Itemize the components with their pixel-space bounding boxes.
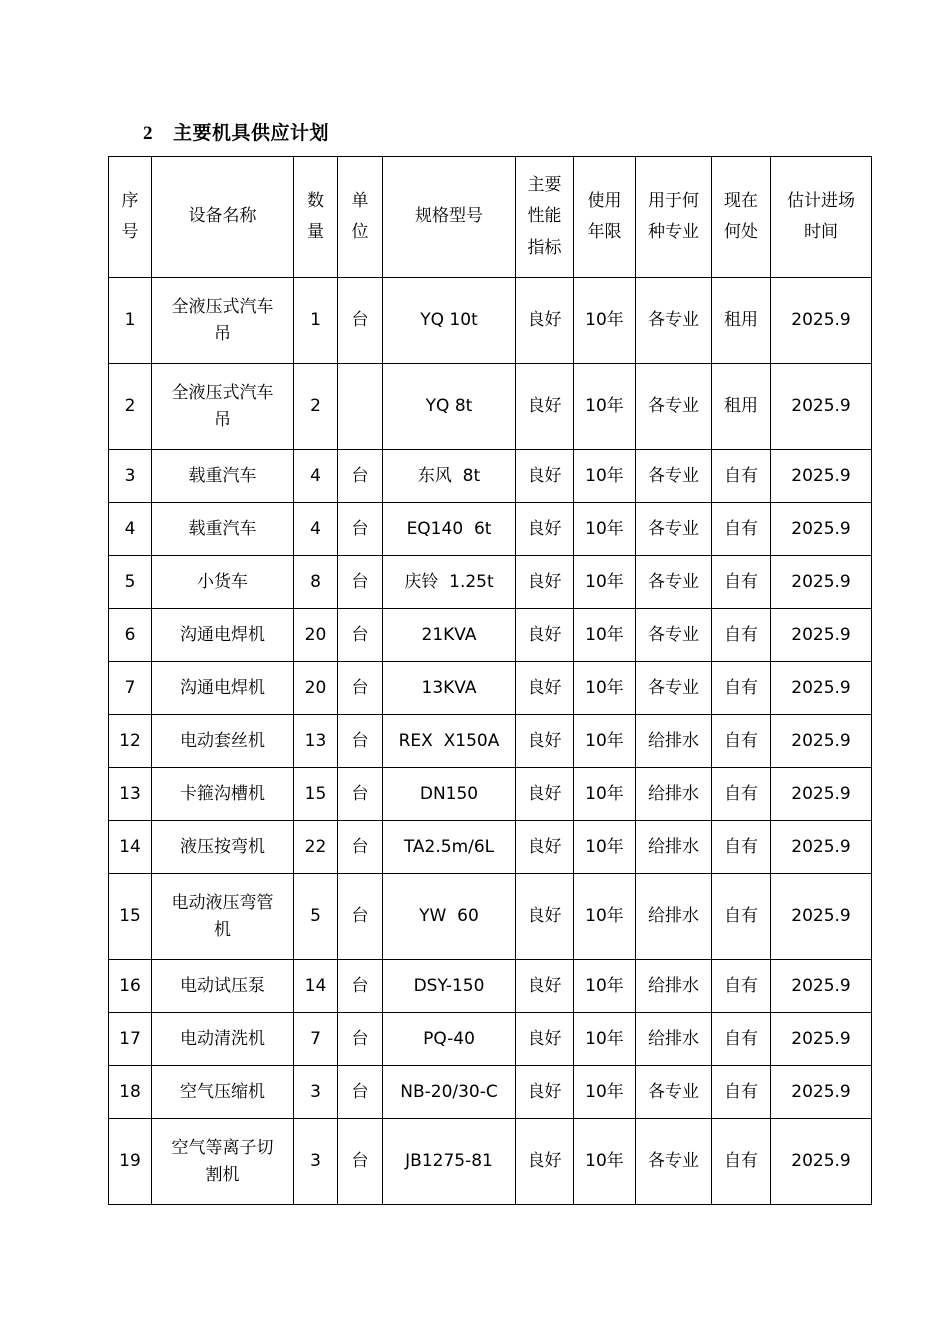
col-header-no <box>109 157 152 278</box>
cell-location: 自有 <box>712 1119 771 1205</box>
cell-qty: 3 <box>294 1119 338 1205</box>
cell-performance: 良好 <box>516 556 574 609</box>
name-line: 空气等离子切 <box>171 1138 274 1159</box>
cell-location: 租用 <box>712 278 771 364</box>
cell-unit: 台 <box>338 278 383 364</box>
cell-name <box>152 556 294 609</box>
cell-qty: 14 <box>294 960 338 1013</box>
name-line: 液压按弯机 <box>180 836 265 857</box>
cell-name <box>152 662 294 715</box>
cell-life: 10年 <box>574 768 636 821</box>
header-line: 种专业 <box>648 222 699 242</box>
cell-no: 3 <box>109 450 152 503</box>
cell-location: 自有 <box>712 662 771 715</box>
cell-date: 2025.9 <box>771 503 872 556</box>
cell-spec: 21KVA <box>383 609 516 662</box>
cell-location: 自有 <box>712 960 771 1013</box>
section-number: 2 <box>143 123 153 144</box>
cell-unit: 台 <box>338 874 383 960</box>
cell-location: 自有 <box>712 450 771 503</box>
cell-usage: 给排水 <box>636 768 712 821</box>
cell-location: 自有 <box>712 1066 771 1119</box>
header-line: 估计进场 <box>787 190 855 211</box>
cell-unit: 台 <box>338 556 383 609</box>
cell-no: 2 <box>109 364 152 450</box>
name-line: 电动试压泵 <box>180 975 265 996</box>
cell-spec: DSY-150 <box>383 960 516 1013</box>
section-title: 主要机具供应计划 <box>173 122 330 144</box>
name-line: 割机 <box>205 1164 240 1185</box>
cell-no: 18 <box>109 1066 152 1119</box>
cell-life: 10年 <box>574 609 636 662</box>
cell-date: 2025.9 <box>771 278 872 364</box>
cell-location: 租用 <box>712 364 771 450</box>
col-header-performance <box>516 157 574 278</box>
cell-date: 2025.9 <box>771 874 872 960</box>
header-line: 设备名称 <box>188 206 257 227</box>
cell-no: 6 <box>109 609 152 662</box>
cell-no: 14 <box>109 821 152 874</box>
cell-unit: 台 <box>338 1066 383 1119</box>
cell-no: 5 <box>109 556 152 609</box>
cell-name <box>152 503 294 556</box>
table-row <box>109 960 872 1013</box>
cell-performance: 良好 <box>516 1119 574 1205</box>
cell-unit: 台 <box>338 715 383 768</box>
table-row <box>109 821 872 874</box>
cell-qty: 2 <box>294 364 338 450</box>
cell-no: 17 <box>109 1013 152 1066</box>
cell-performance: 良好 <box>516 609 574 662</box>
cell-no: 13 <box>109 768 152 821</box>
cell-name <box>152 768 294 821</box>
name-line: 载重汽车 <box>188 518 257 539</box>
cell-life: 10年 <box>574 503 636 556</box>
name-line: 卡箍沟槽机 <box>180 783 265 804</box>
cell-date: 2025.9 <box>771 364 872 450</box>
cell-qty: 4 <box>294 503 338 556</box>
cell-usage: 给排水 <box>636 821 712 874</box>
equipment-supply-table <box>108 156 872 1205</box>
cell-date: 2025.9 <box>771 662 872 715</box>
table-row <box>109 278 872 364</box>
name-line: 电动清洗机 <box>180 1028 265 1049</box>
table-body <box>109 278 872 1205</box>
table-row <box>109 662 872 715</box>
cell-spec: EQ140 6t <box>383 503 516 556</box>
header-line: 指标 <box>527 237 562 258</box>
cell-location: 自有 <box>712 609 771 662</box>
col-header-location <box>712 157 771 278</box>
table-row <box>109 715 872 768</box>
table-row <box>109 450 872 503</box>
name-line: 电动套丝机 <box>180 730 265 751</box>
cell-performance: 良好 <box>516 715 574 768</box>
cell-unit: 台 <box>338 450 383 503</box>
cell-usage: 各专业 <box>636 609 712 662</box>
cell-unit: 台 <box>338 821 383 874</box>
cell-life: 10年 <box>574 1013 636 1066</box>
name-line: 机 <box>214 919 231 940</box>
cell-usage: 给排水 <box>636 715 712 768</box>
cell-spec: DN150 <box>383 768 516 821</box>
header-line: 主要 <box>527 174 562 195</box>
col-header-qty <box>294 157 338 278</box>
header-line: 位 <box>351 222 369 242</box>
cell-performance: 良好 <box>516 450 574 503</box>
header-line: 性能 <box>527 206 562 227</box>
cell-spec: REX X150A <box>383 715 516 768</box>
cell-unit: 台 <box>338 1013 383 1066</box>
table-row <box>109 874 872 960</box>
cell-spec: YQ 10t <box>383 278 516 364</box>
cell-date: 2025.9 <box>771 1119 872 1205</box>
cell-usage: 给排水 <box>636 874 712 960</box>
cell-name <box>152 960 294 1013</box>
cell-name <box>152 1066 294 1119</box>
col-header-usage <box>636 157 712 278</box>
name-line: 沟通电焊机 <box>180 677 265 698</box>
cell-no: 16 <box>109 960 152 1013</box>
cell-unit: 台 <box>338 960 383 1013</box>
col-header-spec <box>383 157 516 278</box>
header-line: 使用 <box>587 190 622 211</box>
name-line: 沟通电焊机 <box>180 624 265 645</box>
cell-qty: 20 <box>294 662 338 715</box>
header-line: 量 <box>307 222 324 242</box>
cell-no: 4 <box>109 503 152 556</box>
cell-no: 12 <box>109 715 152 768</box>
cell-date: 2025.9 <box>771 450 872 503</box>
name-line: 全液压式汽车 <box>171 383 274 404</box>
cell-qty: 22 <box>294 821 338 874</box>
name-line: 吊 <box>214 409 231 430</box>
table-row <box>109 1013 872 1066</box>
cell-qty: 7 <box>294 1013 338 1066</box>
cell-spec: TA2.5m/6L <box>383 821 516 874</box>
cell-unit: 台 <box>338 662 383 715</box>
header-line: 何处 <box>724 222 758 242</box>
cell-date: 2025.9 <box>771 715 872 768</box>
cell-no: 7 <box>109 662 152 715</box>
name-line: 吊 <box>214 323 231 344</box>
cell-date: 2025.9 <box>771 768 872 821</box>
cell-spec: YW 60 <box>383 874 516 960</box>
cell-usage: 各专业 <box>636 1119 712 1205</box>
cell-usage: 各专业 <box>636 450 712 503</box>
header-line: 现在 <box>724 190 758 211</box>
cell-no: 19 <box>109 1119 152 1205</box>
cell-qty: 4 <box>294 450 338 503</box>
cell-name <box>152 364 294 450</box>
cell-location: 自有 <box>712 556 771 609</box>
cell-usage: 给排水 <box>636 1013 712 1066</box>
col-header-unit <box>338 157 383 278</box>
cell-name <box>152 874 294 960</box>
cell-name <box>152 1119 294 1205</box>
cell-location: 自有 <box>712 503 771 556</box>
header-line: 号 <box>121 222 139 242</box>
col-header-name <box>152 157 294 278</box>
col-header-life <box>574 157 636 278</box>
cell-performance: 良好 <box>516 874 574 960</box>
name-line: 小货车 <box>197 571 248 592</box>
cell-usage: 各专业 <box>636 1066 712 1119</box>
cell-performance: 良好 <box>516 662 574 715</box>
cell-usage: 给排水 <box>636 960 712 1013</box>
name-line: 电动液压弯管 <box>171 893 274 914</box>
name-line: 空气压缩机 <box>180 1081 265 1102</box>
cell-no: 1 <box>109 278 152 364</box>
cell-spec: PQ-40 <box>383 1013 516 1066</box>
cell-name <box>152 450 294 503</box>
cell-qty: 15 <box>294 768 338 821</box>
table-row <box>109 1119 872 1205</box>
cell-unit: 台 <box>338 768 383 821</box>
cell-no: 15 <box>109 874 152 960</box>
cell-life: 10年 <box>574 364 636 450</box>
cell-life: 10年 <box>574 715 636 768</box>
col-header-date <box>771 157 872 278</box>
cell-name <box>152 1013 294 1066</box>
cell-date: 2025.9 <box>771 609 872 662</box>
cell-life: 10年 <box>574 556 636 609</box>
cell-performance: 良好 <box>516 364 574 450</box>
cell-performance: 良好 <box>516 821 574 874</box>
cell-performance: 良好 <box>516 1066 574 1119</box>
cell-location: 自有 <box>712 768 771 821</box>
cell-life: 10年 <box>574 450 636 503</box>
cell-spec: 13KVA <box>383 662 516 715</box>
cell-life: 10年 <box>574 960 636 1013</box>
cell-location: 自有 <box>712 874 771 960</box>
header-line: 序 <box>121 190 139 211</box>
cell-spec: JB1275-81 <box>383 1119 516 1205</box>
cell-usage: 各专业 <box>636 278 712 364</box>
table-row <box>109 768 872 821</box>
cell-unit: 台 <box>338 1119 383 1205</box>
header-line: 用于何 <box>648 190 699 211</box>
table-row <box>109 556 872 609</box>
cell-usage: 各专业 <box>636 503 712 556</box>
cell-location: 自有 <box>712 821 771 874</box>
cell-life: 10年 <box>574 874 636 960</box>
cell-location: 自有 <box>712 715 771 768</box>
table-row <box>109 364 872 450</box>
table-row <box>109 503 872 556</box>
cell-location: 自有 <box>712 1013 771 1066</box>
cell-unit: 台 <box>338 609 383 662</box>
cell-unit: 台 <box>338 503 383 556</box>
header-line: 规格型号 <box>415 206 483 227</box>
cell-qty: 20 <box>294 609 338 662</box>
table-header-row <box>109 157 872 278</box>
cell-life: 10年 <box>574 1066 636 1119</box>
cell-performance: 良好 <box>516 960 574 1013</box>
name-line: 载重汽车 <box>188 465 257 486</box>
table-row <box>109 609 872 662</box>
cell-name <box>152 278 294 364</box>
section-heading <box>143 118 329 145</box>
cell-date: 2025.9 <box>771 821 872 874</box>
cell-name <box>152 715 294 768</box>
cell-qty: 5 <box>294 874 338 960</box>
name-line: 全液压式汽车 <box>171 297 274 318</box>
cell-date: 2025.9 <box>771 556 872 609</box>
cell-performance: 良好 <box>516 503 574 556</box>
cell-spec: 东风 8t <box>383 450 516 503</box>
cell-spec: 庆铃 1.25t <box>383 556 516 609</box>
cell-qty: 1 <box>294 278 338 364</box>
cell-usage: 各专业 <box>636 662 712 715</box>
cell-qty: 3 <box>294 1066 338 1119</box>
cell-life: 10年 <box>574 662 636 715</box>
header-line: 时间 <box>804 222 838 242</box>
cell-date: 2025.9 <box>771 960 872 1013</box>
cell-date: 2025.9 <box>771 1066 872 1119</box>
cell-life: 10年 <box>574 278 636 364</box>
cell-usage: 各专业 <box>636 556 712 609</box>
table-row <box>109 1066 872 1119</box>
cell-spec: NB-20/30-C <box>383 1066 516 1119</box>
cell-name <box>152 609 294 662</box>
cell-performance: 良好 <box>516 1013 574 1066</box>
cell-spec: YQ 8t <box>383 364 516 450</box>
cell-life: 10年 <box>574 821 636 874</box>
cell-unit <box>338 364 383 450</box>
cell-performance: 良好 <box>516 278 574 364</box>
header-line: 单 <box>351 190 369 211</box>
cell-date: 2025.9 <box>771 1013 872 1066</box>
header-line: 数 <box>307 190 324 211</box>
cell-usage: 各专业 <box>636 364 712 450</box>
cell-performance: 良好 <box>516 768 574 821</box>
cell-qty: 13 <box>294 715 338 768</box>
header-line: 年限 <box>587 222 622 242</box>
cell-name <box>152 821 294 874</box>
cell-life: 10年 <box>574 1119 636 1205</box>
cell-qty: 8 <box>294 556 338 609</box>
